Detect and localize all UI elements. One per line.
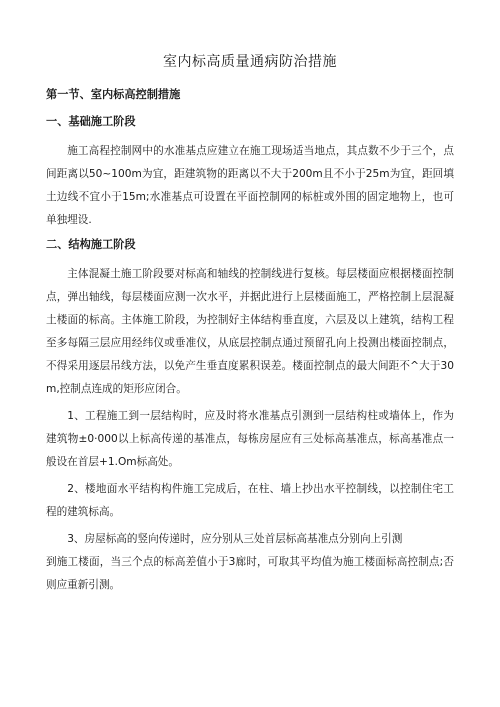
section-heading: 第一节、室内标高控制措施 <box>46 88 181 101</box>
paragraph-structure-control: 主体混凝土施工阶段要对标高和轴线的控制线进行复核。每层楼面应根据楼面控制点，弹出轴线，每层楼面应测一次水平，并据此进行上层楼面施工，严格控制上层混凝土楼面的标高。主体施工阶段，为控制好主体结构垂直度，六层及以上建筑，结构工程至多每隔三层应用经纬仪或垂准仪，从底层控制点通过预留孔向上投测出楼面控制点，不得采用逐层吊线方法，以免产生垂直度累积误差。楼面控制点的最大间距不^大于30m,控制点连成的矩形应闭合。 <box>46 268 454 395</box>
paragraph-item-2: 2、楼地面水平结构构件施工完成后，在柱、墙上抄出水平控制线，以控制住宅工程的建筑标高。 <box>46 483 454 518</box>
paragraph-benchmark: 施工高程控制网中的水准基点应建立在施工现场适当地点，其点数不少于三个，点间距离以50~100m为宜，距建筑物的距离以不大于200m且不小于25m为宜，距回填土边线不宜小于15m;水准基点可设置在平面控制网的标桩或外围的固定地物上，也可单独埋设. <box>46 145 454 226</box>
paragraph-item-1: 1、工程施工到一层结构时，应及时将水准基点引测到一层结构柱或墙体上，作为建筑物±0·000以上标高传递的基准点，每栋房屋应有三处标高基准点，标高基准点一般设在首层+1.Om标高处。 <box>46 410 454 468</box>
paragraph-item-3: 3、房屋标高的竖向传递时，应分别从三处首层标高基准点分别向上引测 <box>67 533 403 545</box>
page-title: 室内标高质量通病防治措施 <box>163 54 337 70</box>
subsection-heading-foundation: 一、基础施工阶段 <box>46 115 136 128</box>
paragraph-item-3-continued: 到施工楼面，当三个点的标高差值小于3廊时，可取其平均值为施工楼面标高控制点;否则应重新引测。 <box>46 556 454 591</box>
subsection-heading-structure: 二、结构施工阶段 <box>46 238 136 251</box>
